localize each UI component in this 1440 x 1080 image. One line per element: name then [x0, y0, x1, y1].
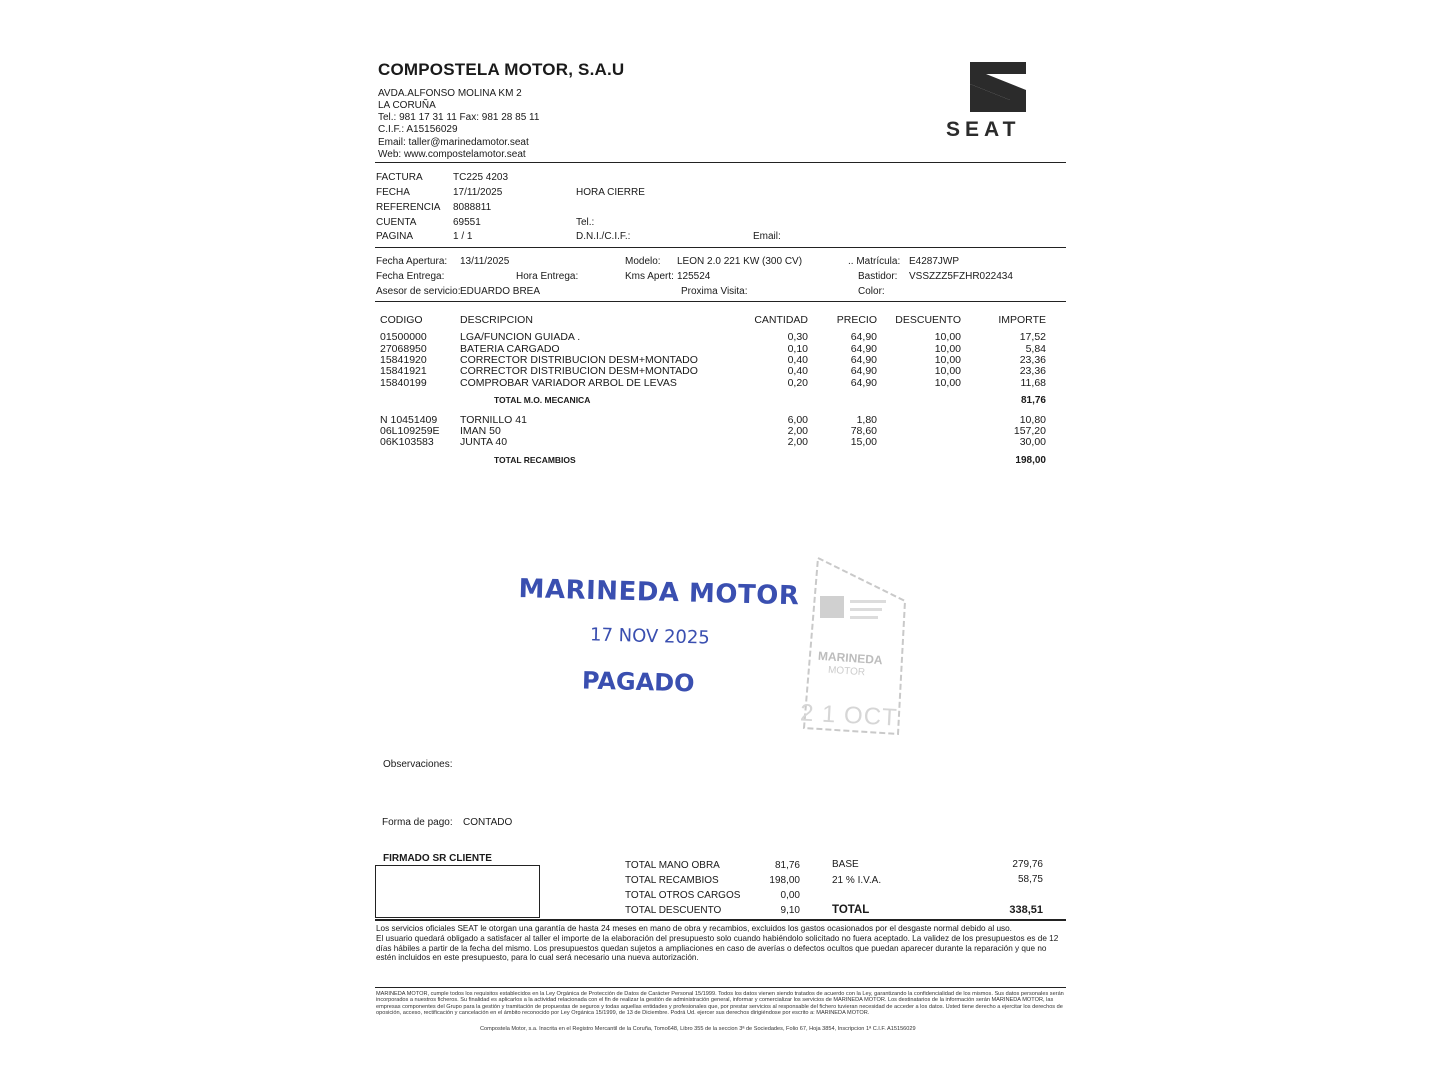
base-label: BASE: [832, 859, 859, 870]
company-name: COMPOSTELA MOTOR, S.A.U: [378, 60, 625, 79]
privacy-text: MARINEDA MOTOR, cumple todos los requisitos establecidos en la Ley Orgánica de Protección de Datos de Carácter Personal 15/1999. Todos los datos vienen siendo tratados de acuerdo con la Ley, garantizando la confidencialidad de los mismos. Sus datos personales serán incorporados a nuestros ficheros. Su finalidad es aplicarlos a la actividad relacionada con el fin de realizar la gestión de administración general, informar y comercializar los servicios de MARINEDA MOTOR. Los destinatarios de la información serán MARINEDA MOTOR, las empresas componentes del Grupo para la gestión y tramitación de propuestas de seguros y todas aquellas entidades y profesionales que, por prestar servicios al responsable del fichero tuvieran necesidad de acceder a los datos. Usted tiene derecho a ejercitar los derechos de oposición, acceso, rectificación y cancelación en el ámbito reconocido por Ley Orgánica 15/1999, de 13 de Diciembre. Podrá Ud. ejercer sus derechos dirigiéndose por escrito a: MARINEDA MOTOR.: [376, 991, 1064, 1017]
row-importe: 23,36: [1019, 365, 1046, 377]
table-header: [380, 314, 1046, 326]
row-descuento: 10,00: [934, 377, 961, 389]
row-importe: 10,80: [1019, 414, 1046, 426]
row-precio: 64,90: [850, 365, 877, 377]
header-cantidad: CANTIDAD: [754, 314, 808, 326]
row-precio: 64,90: [850, 331, 877, 343]
row-codigo: 06K103583: [380, 436, 434, 448]
warranty-text: Los servicios oficiales SEAT le otorgan una garantía de hasta 24 meses en mano de obra y recambios, excluidos los gastos ocasionados por el desgaste normal debido al uso.: [376, 924, 1012, 933]
faded-stamp: [800, 556, 910, 736]
row-cantidad: 6,00: [787, 414, 808, 426]
pagina-label: PAGINA: [376, 231, 414, 242]
row-codigo: 27068950: [380, 343, 427, 355]
header-precio: PRECIO: [836, 314, 877, 326]
row-precio: 64,90: [850, 343, 877, 355]
parts-total-label: TOTAL RECAMBIOS: [494, 455, 576, 465]
hora-entrega-label: Hora Entrega:: [516, 271, 579, 282]
row-importe: 157,20: [1013, 425, 1046, 437]
email-label: Email:: [753, 231, 781, 242]
row-cantidad: 0,40: [787, 354, 808, 366]
row-descuento: 10,00: [934, 354, 961, 366]
company-address: AVDA.ALFONSO MOLINA KM 2: [378, 88, 522, 99]
company-phone: Tel.: 981 17 31 11 Fax: 981 28 85 11: [378, 112, 540, 123]
total-otros-label: TOTAL OTROS CARGOS: [625, 890, 741, 901]
stamp-company: MARINEDA MOTOR: [518, 574, 800, 612]
row-codigo: 15841920: [380, 354, 427, 366]
row-codigo: N 10451409: [380, 414, 438, 426]
matricula-label: .. Matrícula:: [848, 256, 901, 267]
observaciones-label: Observaciones:: [383, 759, 453, 770]
iva-value: 58,75: [1017, 874, 1043, 885]
dni-label: D.N.I./C.I.F.:: [576, 231, 631, 242]
labour-total-row: [380, 395, 1046, 407]
asesor-label: Asesor de servicio:: [376, 286, 461, 297]
row-descripcion: TORNILLO 41: [460, 414, 527, 426]
row-descripcion: CORRECTOR DISTRIBUCION DESM+MONTADO: [460, 354, 698, 366]
signature-box: [375, 865, 540, 918]
faded-stamp-date: 2 1 OCT: [799, 699, 899, 732]
table-row: [380, 377, 1046, 389]
row-precio: 1,80: [856, 414, 877, 426]
row-precio: 78,60: [850, 425, 877, 437]
vehicle-divider: [375, 301, 1066, 302]
fecha-value: 17/11/2025: [453, 187, 503, 198]
table-row: [380, 365, 1046, 377]
total-label: TOTAL: [832, 904, 870, 916]
total-value: 338,51: [1009, 904, 1043, 916]
stamp-date: 17 NOV 2025: [589, 624, 711, 649]
legal-divider: [375, 987, 1066, 988]
invoice-divider: [375, 247, 1066, 248]
row-descripcion: CORRECTOR DISTRIBUCION DESM+MONTADO: [460, 365, 698, 377]
totals-divider: [375, 919, 1066, 921]
bastidor-value: VSSZZZ5FZHR022434: [909, 271, 1013, 282]
total-descuento-label: TOTAL DESCUENTO: [625, 905, 722, 916]
firmado-label: FIRMADO SR CLIENTE: [383, 853, 492, 864]
row-cantidad: 2,00: [787, 425, 808, 437]
row-descuento: 10,00: [934, 343, 961, 355]
row-precio: 15,00: [850, 436, 877, 448]
table-row: [380, 331, 1046, 343]
company-cif: C.I.F.: A15156029: [378, 124, 458, 135]
referencia-value: 8088811: [453, 202, 492, 213]
tel-label: Tel.:: [576, 217, 595, 228]
company-email: Email: taller@marinedamotor.seat: [378, 137, 529, 148]
header-descripcion: DESCRIPCION: [460, 314, 533, 326]
iva-label: 21 % I.V.A.: [832, 875, 882, 886]
row-codigo: 01500000: [380, 331, 427, 343]
header-codigo: CODIGO: [380, 314, 423, 326]
total-descuento-value: 9,10: [780, 905, 800, 916]
row-precio: 64,90: [850, 377, 877, 389]
row-cantidad: 0,20: [787, 377, 808, 389]
registry-text: Compostela Motor, s.a. Inscrita en el Registro Mercantil de la Coruña, Tomo648, Libro 355 de la seccion 3ª de Sociedades, Folio 67, Hoja 3854, Inscripcion 1ª C.I.F. A15156029: [480, 1026, 916, 1032]
forma-pago-value: CONTADO: [463, 817, 513, 828]
cuenta-label: CUENTA: [376, 217, 417, 228]
total-mano-obra-value: 81,76: [774, 860, 800, 871]
hora-cierre-label: HORA CIERRE: [576, 187, 645, 198]
modelo-label: Modelo:: [625, 256, 661, 267]
row-importe: 5,84: [1025, 343, 1046, 355]
color-label: Color:: [858, 286, 885, 297]
fecha-apertura-label: Fecha Apertura:: [376, 256, 448, 267]
stamp-status: PAGADO: [581, 666, 695, 698]
parts-total-value: 198,00: [1015, 455, 1046, 466]
table-row: [380, 436, 1046, 448]
header-importe: IMPORTE: [998, 314, 1046, 326]
pagina-value: 1 / 1: [453, 231, 473, 242]
row-descripcion: IMAN 50: [460, 425, 501, 437]
fecha-apertura-value: 13/11/2025: [460, 256, 510, 267]
labour-total-value: 81,76: [1020, 395, 1046, 406]
bastidor-label: Bastidor:: [858, 271, 898, 282]
base-value: 279,76: [1012, 859, 1043, 870]
row-descripcion: LGA/FUNCION GUIADA .: [460, 331, 581, 343]
row-cantidad: 0,40: [787, 365, 808, 377]
row-descuento: 10,00: [934, 365, 961, 377]
header-descuento: DESCUENTO: [895, 314, 961, 326]
row-importe: 11,68: [1020, 377, 1046, 389]
row-importe: 30,00: [1019, 436, 1046, 448]
faded-stamp-sub: MOTOR: [827, 664, 866, 679]
factura-label: FACTURA: [376, 172, 423, 183]
header-divider: [375, 162, 1066, 163]
total-recambios-label: TOTAL RECAMBIOS: [625, 875, 719, 886]
forma-pago-label: Forma de pago:: [382, 817, 453, 828]
row-cantidad: 0,30: [787, 331, 808, 343]
row-descuento: 10,00: [934, 331, 961, 343]
proxima-visita-label: Proxima Visita:: [681, 286, 748, 297]
seat-wordmark: SEAT: [946, 118, 1021, 141]
fecha-entrega-label: Fecha Entrega:: [376, 271, 445, 282]
row-cantidad: 2,00: [787, 436, 808, 448]
asesor-value: EDUARDO BREA: [460, 286, 541, 297]
cuenta-value: 69551: [453, 217, 481, 228]
row-codigo: 15840199: [380, 377, 427, 389]
faded-stamp-text: MARINEDA: [817, 648, 884, 668]
row-descripcion: JUNTA 40: [460, 436, 508, 448]
company-web: Web: www.compostelamotor.seat: [378, 149, 526, 160]
row-cantidad: 0,10: [787, 343, 808, 355]
factura-value: TC225 4203: [453, 172, 509, 183]
total-recambios-value: 198,00: [769, 875, 800, 886]
row-importe: 17,52: [1019, 331, 1046, 343]
seat-s-logo-icon: [966, 60, 1028, 114]
row-codigo: 15841921: [380, 365, 427, 377]
parts-total-row: [380, 455, 1046, 467]
referencia-label: REFERENCIA: [376, 202, 441, 213]
labour-total-label: TOTAL M.O. MECANICA: [494, 395, 591, 405]
matricula-value: E4287JWP: [909, 256, 960, 267]
row-descripcion: BATERIA CARGADO: [460, 343, 560, 355]
total-otros-value: 0,00: [780, 890, 800, 901]
fecha-label: FECHA: [376, 187, 410, 198]
company-city: LA CORUÑA: [378, 100, 436, 111]
row-descripcion: COMPROBAR VARIADOR ARBOL DE LEVAS: [460, 377, 677, 389]
row-importe: 23,36: [1019, 354, 1046, 366]
total-mano-obra-label: TOTAL MANO OBRA: [625, 860, 720, 871]
kms-value: 125524: [677, 271, 711, 282]
modelo-value: LEON 2.0 221 KW (300 CV): [677, 256, 803, 267]
row-precio: 64,90: [850, 354, 877, 366]
budget-text: El usuario quedará obligado a satisfacer al taller el importe de la elaboración del presupuesto solo cuando habiéndolo solicitado no fuera aceptado. La validez de los presupuestos es de 12 días hábiles a partir de la fecha del mismo. Los presupuestos quedan sujetos a ampliaciones en caso de averías o defectos ocultos que puedan aparecer durante la reparación y que no estén incluidos en este presupuesto, para lo cual será necesario una nueva autorización.: [376, 934, 1059, 962]
kms-label: Kms Apert:: [625, 271, 674, 282]
row-codigo: 06L109259E: [380, 425, 440, 437]
